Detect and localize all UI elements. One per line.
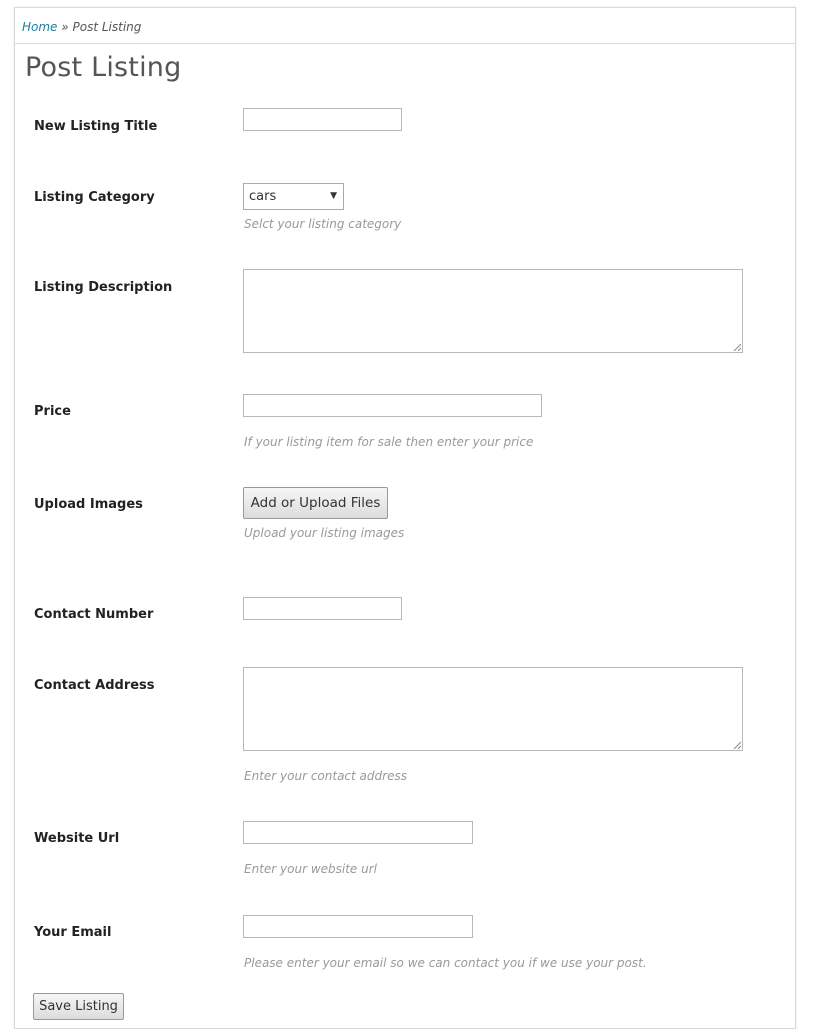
save-listing-button[interactable]: Save Listing (33, 993, 124, 1020)
email-label: Your Email (34, 925, 112, 940)
upload-images-help: Upload your listing images (244, 526, 405, 540)
contact-address-help: Enter your contact address (244, 769, 407, 783)
website-url-label: Website Url (34, 831, 120, 846)
listing-title-label: New Listing Title (34, 119, 158, 134)
contact-number-input[interactable] (243, 597, 402, 620)
breadcrumb-current: Post Listing (72, 20, 142, 34)
listing-category-selected: cars (249, 189, 277, 204)
website-url-input[interactable] (243, 821, 473, 844)
email-input[interactable] (243, 915, 473, 938)
breadcrumb-separator: » (61, 20, 69, 34)
page-title: Post Listing (25, 52, 182, 83)
listing-description-textarea[interactable] (243, 269, 743, 353)
contact-address-label: Contact Address (34, 678, 155, 693)
contact-address-textarea[interactable] (243, 667, 743, 751)
resize-grip-icon[interactable] (733, 343, 741, 351)
listing-description-label: Listing Description (34, 280, 173, 295)
email-help: Please enter your email so we can contact you if we use your post. (244, 956, 647, 970)
breadcrumb-home-link[interactable]: Home (22, 20, 58, 34)
upload-images-label: Upload Images (34, 497, 143, 512)
price-input[interactable] (243, 394, 542, 417)
resize-grip-icon[interactable] (733, 741, 741, 749)
add-upload-files-button[interactable]: Add or Upload Files (243, 487, 388, 519)
website-url-help: Enter your website url (244, 862, 377, 876)
listing-category-help: Selct your listing category (244, 217, 402, 231)
listing-category-label: Listing Category (34, 190, 155, 205)
listing-category-select[interactable] (243, 183, 344, 210)
listing-title-input[interactable] (243, 108, 402, 131)
contact-number-label: Contact Number (34, 607, 154, 622)
price-label: Price (34, 404, 71, 419)
chevron-down-icon: ▼ (330, 191, 337, 201)
price-help: If your listing item for sale then enter your price (244, 435, 534, 449)
post-listing-panel (14, 7, 796, 1029)
breadcrumb (15, 8, 795, 44)
